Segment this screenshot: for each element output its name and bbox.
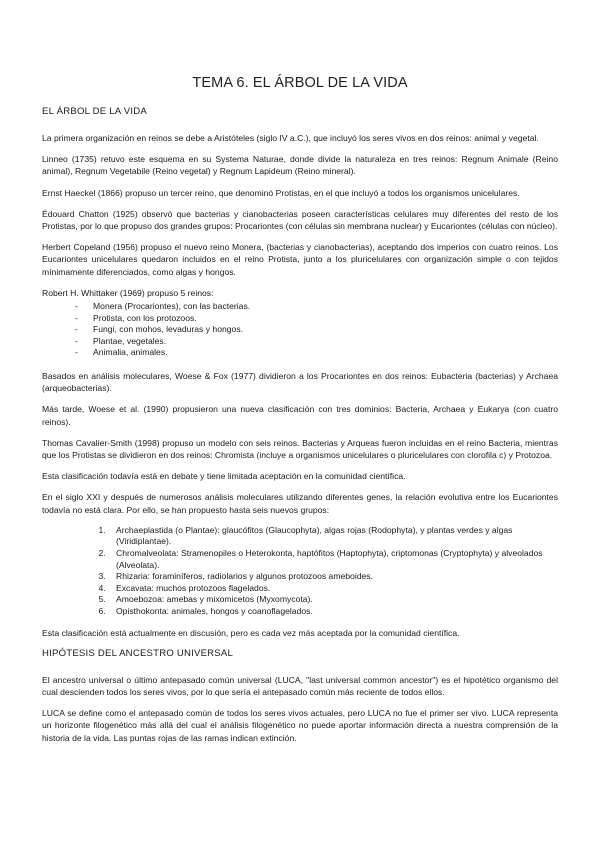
- paragraph-haeckel: Ernst Haeckel (1866) propuso un tercer reino, que denominó Protistas, en el que incluyó a todos los organismos unicelulares.: [42, 187, 520, 198]
- eukaryote-group-list: [42, 525, 558, 618]
- list-item: 6. Opisthokonta: animales, hongos y coanoflagelados.: [108, 606, 558, 618]
- section-heading-ancestro: HIPÓTESIS DEL ANCESTRO UNIVERSAL: [42, 647, 234, 659]
- page-title: TEMA 6. EL ÁRBOL DE LA VIDA: [192, 75, 408, 91]
- paragraph-woese-fox: Basados en análisis moleculares, Woese & Fox (1977) dividieron a los Procariontes en dos reinos: Eubacteria (bacterias) y Archaea (arqueobacterias).: [42, 371, 558, 394]
- list-item: - Monera (Procariontes), con las bacterias.: [75, 301, 558, 313]
- whittaker-kingdom-list: [42, 301, 558, 359]
- list-item: 4. Excavata: muchos protozoos flagelados.: [108, 583, 558, 595]
- list-item: - Protista, con los protozoos.: [75, 313, 558, 325]
- list-item: - Animalia, animales.: [75, 347, 558, 359]
- paragraph-chatton: Édouard Chatton (1925) observó que bacterias y cianobacterias poseen características celulares muy diferentes del resto de los Protistas, por lo que propuso dos grandes grupos: Procariontes (con células sin membrana nuclear) y Eucariontes (células con núcleo).: [42, 208, 558, 232]
- paragraph-woese-1990: Más tarde, Woese et al. (1990) propusieron una nueva clasificación con tres dominios: Bacteria, Archaea y Eukarya (con cuatro reinos).: [42, 404, 558, 427]
- list-item: - Plantae, vegetales.: [75, 336, 558, 348]
- list-item: 1. Archaeplastida (o Plantae): glaucófitos (Glaucophyta), algas rojas (Rodophyta), y plantas verdes y algas (Viridiplantae).: [108, 525, 558, 548]
- paragraph-siglo-xxi: En el siglo XXI y después de numerosos análisis moleculares utilizando diferentes genes, la relación evolutiva entre los Eucariontes todavía no está clara. Por ello, se han propuesto hasta seis nuevos grupos:: [42, 492, 558, 515]
- paragraph-luca-definicion: El ancestro universal o último antepasado común universal (LUCA, "last universal common ancestor") es el hipotético organismo del cual descienden todos los seres vivos, por lo que sería el antepasado común más reciente de todos ellos.: [42, 674, 558, 697]
- paragraph-discusion: Esta clasificación está actualmente en discusión, pero es cada vez más aceptada por la comunidad científica.: [42, 627, 460, 638]
- paragraph-cavalier-smith: Thomas Cavalier-Smith (1998) propuso un modelo con seis reinos. Bacterias y Arqueas fueron incluidas en el reino Bacteria, mientras que los Protistas se dividieron en dos reinos: Chromista (incluye a organismos unicelulares o pluricelulares con clorofila c) y Protozoa.: [42, 437, 558, 461]
- list-item: 2. Chromalveolata: Stramenopiles o Heterokonta, haptófitos (Haptophyta), criptomonas (Cryptophyta) y alveolados (Alveolata).: [108, 548, 558, 571]
- paragraph-linneo: Linneo (1735) retuvo este esquema en su Systema Naturae, donde divide la naturaleza en tres reinos: Regnum Animale (Reino animal), Regnum Vegetabile (Reino vegetal) y Regnum Lapideum (Reino mineral).: [42, 154, 558, 177]
- list-item: - Fungi, con mohos, levaduras y hongos.: [75, 324, 558, 336]
- paragraph-whittaker: Robert H. Whittaker (1969) propuso 5 reinos:: [42, 287, 214, 298]
- paragraph-copeland: Herbert Copeland (1956) propuso el nuevo reino Monera, (bacterias y cianobacterias), aceptando dos imperios con cuatro reinos. Los Eucariontes unicelulares quedaron incluidos en el reino Protista, junto a los pluricelulares con organización simple o con tejidos mínimamente diferenciados, como algas y hongos.: [42, 242, 558, 277]
- section-heading-arbol: EL ÁRBOL DE LA VIDA: [42, 106, 147, 117]
- paragraph-aristoteles: La primera organización en reinos se debe a Aristóteles (siglo IV a.C.), que incluyó los seres vivos en dos reinos: animal y vegetal.: [42, 133, 539, 143]
- list-item: 5. Amoebozoa: amebas y mixomicetos (Myxomycota).: [108, 594, 558, 606]
- paragraph-luca-horizonte: LUCA se define como el antepasado común de todos los seres vivos actuales, pero LUCA no fue el primer ser vivo. LUCA representa un horizonte filogenético más allá del cual el análisis filogenético no puede aportar información directa a nuestra comprensión de la historia de la vida. Las puntas rojas de las ramas indican extinción.: [42, 708, 558, 743]
- list-item: 3. Rhizaria: foraminíferos, radiolarios y algunos protozoos ameboides.: [108, 571, 558, 583]
- paragraph-debate: Esta clasificación todavía está en debate y tiene limitada aceptación en la comunidad científica.: [42, 471, 406, 482]
